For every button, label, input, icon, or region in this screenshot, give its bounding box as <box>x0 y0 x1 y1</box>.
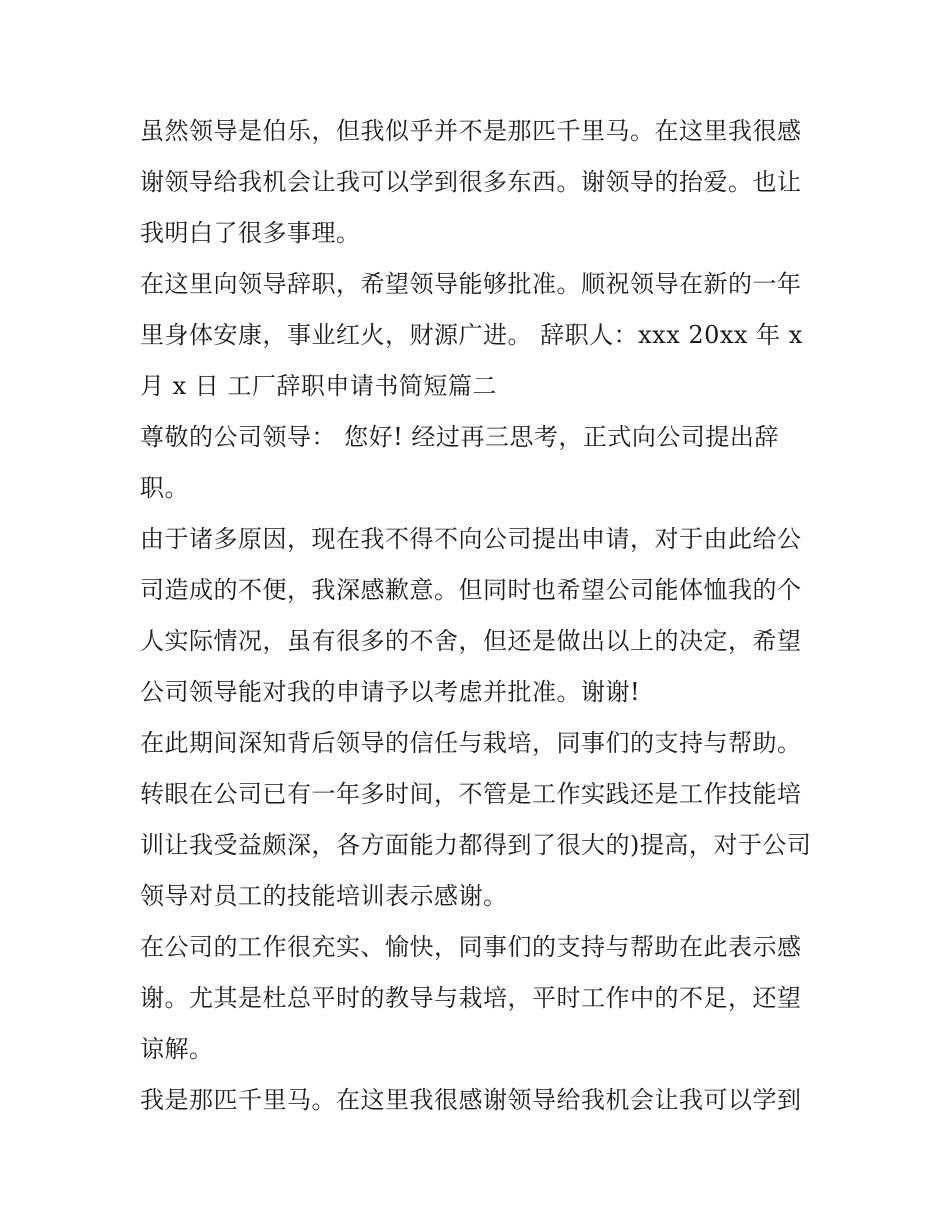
paragraph-7: 我是那匹千里马。在这里我很感谢领导给我机会让我可以学到 <box>140 1086 802 1114</box>
paragraph-6: 在公司的工作很充实、愉快，同事们的支持与帮助在此表示感谢。尤其是杜总平时的教导与栽培，平时工作中的不足，还望谅解。 <box>140 933 802 1063</box>
paragraph-1: 虽然领导是伯乐，但我似乎并不是那匹千里马。在这里我很感谢领导给我机会让我可以学到很多东西。谢领导的抬爱。也让我明白了很多事理。 <box>140 117 802 247</box>
paragraph-5: 在此期间深知背后领导的信任与栽培，同事们的支持与帮助。转眼在公司已有一年多时间，不管是工作实践还是工作技能培训让我受益颇深，各方面能力都得到了很大的)提高，对于公司领导对员工的技能培训表示感谢。 <box>140 729 812 910</box>
paragraph-3: 尊敬的公司领导： 您好! 经过再三思考，正式向公司提出辞职。 <box>140 423 779 502</box>
document-body <box>140 106 816 1126</box>
paragraph-2: 在这里向领导辞职，希望领导能够批准。顺祝领导在新的一年里身体安康，事业红火，财源广进。 辞职人：xxx 20xx 年 x 月 x 日 工厂辞职申请书简短篇二 <box>140 270 803 400</box>
paragraph-4: 由于诸多原因，现在我不得不向公司提出申请，对于由此给公司造成的不便，我深感歉意。但同时也希望公司能体恤我的个人实际情况，虽有很多的不舍，但还是做出以上的决定，希望公司领导能对我的申请予以考虑并批准。谢谢! <box>140 525 802 706</box>
